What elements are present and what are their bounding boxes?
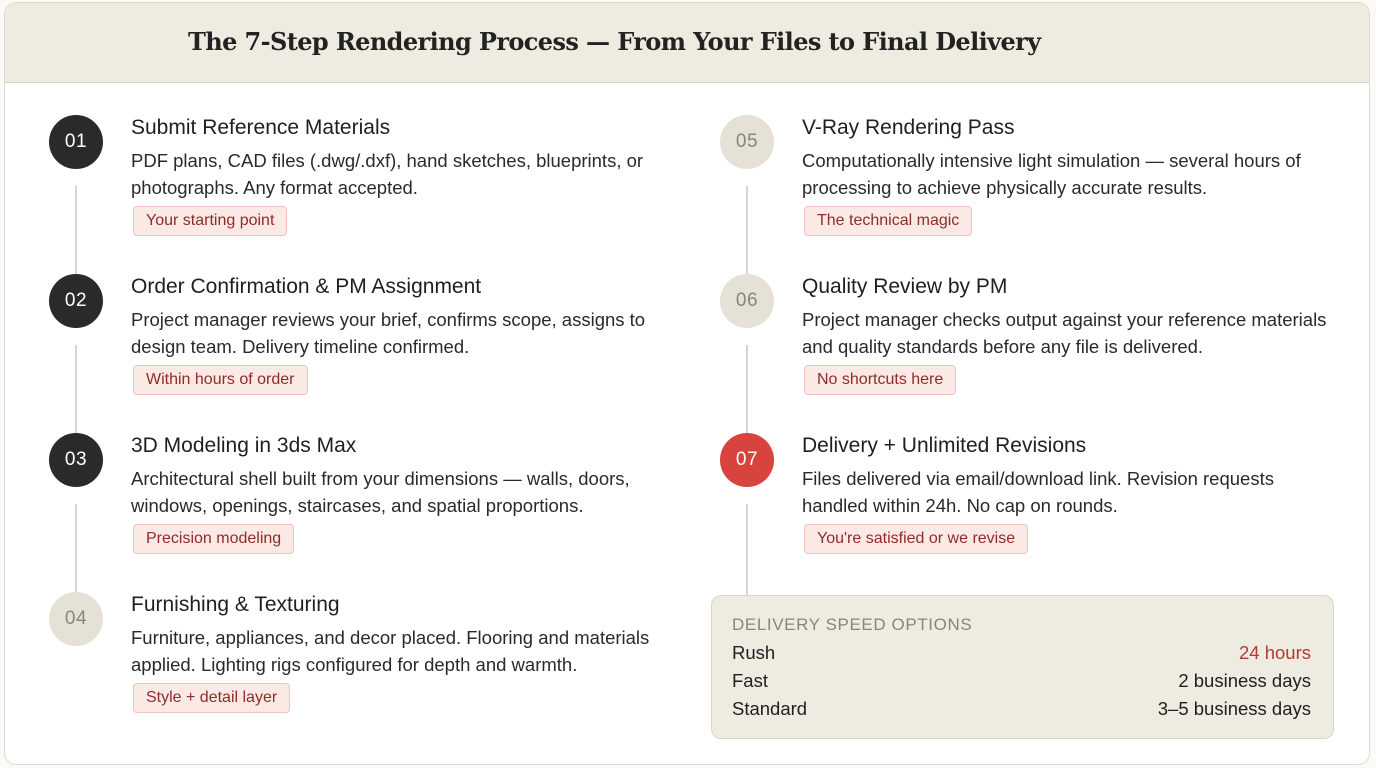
step-description: Files delivered via email/download link. Revision requests handled within 24h. No cap on rounds.: [802, 468, 1274, 516]
step-title: V-Ray Rendering Pass: [802, 116, 1015, 139]
speed-label: Rush: [732, 642, 776, 663]
speed-value: 3–5 business days: [1157, 698, 1311, 719]
step-number-badge: 02: [49, 274, 103, 328]
timeline-connector: [746, 186, 748, 274]
speed-row-rush: [732, 642, 1311, 670]
step-tag: Precision modeling: [133, 524, 294, 554]
process-card: [4, 2, 1370, 765]
step-tag: Style + detail layer: [133, 683, 290, 713]
speed-row-fast: [732, 670, 1311, 698]
speed-value: 2 business days: [1178, 670, 1311, 691]
step-tag: You're satisfied or we revise: [804, 524, 1028, 554]
speed-label: Fast: [732, 670, 768, 691]
timeline-connector: [746, 504, 748, 595]
step-number-badge: 03: [49, 433, 103, 487]
page-title: The 7-Step Rendering Process — From Your Files to Final Delivery: [188, 27, 1041, 56]
step-number-badge: 01: [49, 115, 103, 169]
speed-value: 24 hours: [1239, 642, 1311, 663]
delivery-speed-heading: DELIVERY SPEED OPTIONS: [732, 615, 973, 634]
step-title: Delivery + Unlimited Revisions: [802, 434, 1087, 457]
step-title: Submit Reference Materials: [131, 116, 391, 139]
step-number-badge: 04: [49, 592, 103, 646]
step-title: Quality Review by PM: [802, 275, 1008, 298]
step-tag: Within hours of order: [133, 365, 308, 395]
step-title: Furnishing & Texturing: [131, 593, 340, 616]
delivery-speed-panel: [711, 595, 1334, 739]
step-number-badge: 07: [720, 433, 774, 487]
step-tag: The technical magic: [804, 206, 972, 236]
step-description: Project manager checks output against your reference materials and quality standards before any file is delivered.: [802, 309, 1327, 357]
timeline-connector: [75, 345, 77, 433]
timeline-connector: [75, 504, 77, 592]
step-number-badge: 06: [720, 274, 774, 328]
step-description: PDF plans, CAD files (.dwg/.dxf), hand sketches, blueprints, or photographs. Any format accepted.: [131, 150, 644, 198]
step-description: Project manager reviews your brief, confirms scope, assigns to design team. Delivery timeline confirmed.: [131, 309, 646, 357]
speed-row-standard: [732, 698, 1311, 726]
step-title: Order Confirmation & PM Assignment: [131, 275, 482, 298]
header-bar: [5, 3, 1369, 83]
timeline-connector: [746, 345, 748, 433]
step-tag: No shortcuts here: [804, 365, 956, 395]
step-tag: Your starting point: [133, 206, 287, 236]
step-description: Furniture, appliances, and decor placed. Flooring and materials applied. Lighting rigs configured for depth and warmth.: [131, 627, 650, 675]
timeline-connector: [75, 186, 77, 274]
speed-label: Standard: [732, 698, 808, 719]
step-description: Computationally intensive light simulation — several hours of processing to achieve physically accurate results.: [802, 150, 1301, 198]
step-title: 3D Modeling in 3ds Max: [131, 434, 357, 457]
step-description: Architectural shell built from your dimensions — walls, doors, windows, openings, staircases, and spatial proportions.: [131, 468, 630, 516]
step-number-badge: 05: [720, 115, 774, 169]
